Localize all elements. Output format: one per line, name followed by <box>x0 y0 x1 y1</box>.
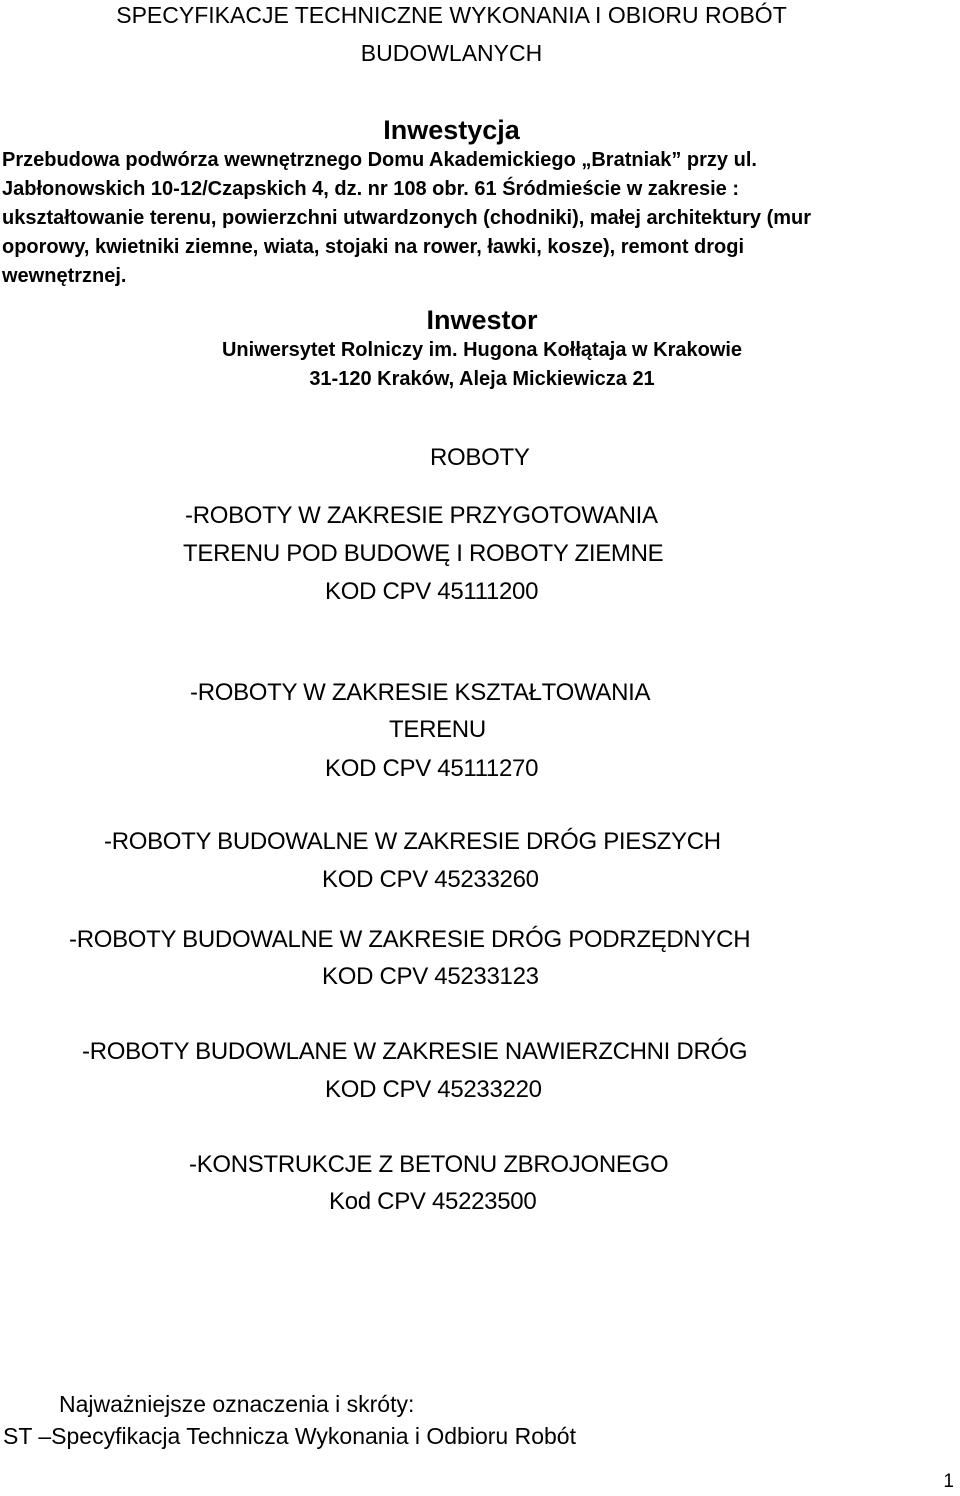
works-heading: ROBOTY <box>430 444 530 471</box>
spec-title-line-2: BUDOWLANYCH <box>360 40 543 66</box>
works-item-5-cpv: KOD CPV 45233220 <box>325 1076 542 1103</box>
page-number: 1 <box>943 1471 954 1492</box>
works-item-5-line-1: -ROBOTY BUDOWLANE W ZAKRESIE NAWIERZCHNI DRÓG <box>82 1038 748 1065</box>
abbreviations-heading: Najważniejsze oznaczenia i skróty: <box>59 1391 415 1417</box>
works-item-3-cpv: KOD CPV 45233260 <box>322 866 539 893</box>
works-item-1-line-1: -ROBOTY W ZAKRESIE PRZYGOTOWANIA <box>185 502 658 529</box>
investment-heading: Inwestycja <box>383 115 520 145</box>
investment-description-line-1: Przebudowa podwórza wewnętrznego Domu Akademickiego „Bratniak” przy ul. <box>2 149 757 171</box>
investor-heading: Inwestor <box>426 305 538 335</box>
investment-description-line-2: Jabłonowskich 10-12/Czapskich 4, dz. nr 108 obr. 61 Śródmieście w zakresie : <box>2 178 739 200</box>
investment-description-line-5: wewnętrznej. <box>2 265 127 287</box>
works-item-2-cpv: KOD CPV 45111270 <box>325 755 539 782</box>
works-item-2-line-2: TERENU <box>389 716 486 743</box>
works-item-1-line-2: TERENU POD BUDOWĘ I ROBOTY ZIEMNE <box>183 540 664 567</box>
investment-description-line-3: ukształtowanie terenu, powierzchni utwardzonych (chodniki), małej architektury (mur <box>2 207 812 229</box>
works-item-6-line-1: -KONSTRUKCJE Z BETONU ZBROJONEGO <box>189 1151 669 1178</box>
works-item-4-cpv: KOD CPV 45233123 <box>322 963 539 990</box>
works-item-4-line-1: -ROBOTY BUDOWALNE W ZAKRESIE DRÓG PODRZĘDNYCH <box>69 926 751 953</box>
abbreviation-st: ST –Specyfikacja Technicza Wykonania i Odbioru Robót <box>3 1423 576 1449</box>
works-item-1-cpv: KOD CPV 45111200 <box>325 578 539 605</box>
works-item-2-line-1: -ROBOTY W ZAKRESIE KSZTAŁTOWANIA <box>190 679 651 706</box>
spec-title-line-1: SPECYFIKACJE TECHNICZNE WYKONANIA I OBIORU ROBÓT <box>116 2 787 28</box>
works-item-3-line-1: -ROBOTY BUDOWALNE W ZAKRESIE DRÓG PIESZYCH <box>104 828 721 855</box>
investment-description-line-4: oporowy, kwietniki ziemne, wiata, stojaki na rower, ławki, kosze), remont drogi <box>2 236 745 258</box>
investor-address: 31-120 Kraków, Aleja Mickiewicza 21 <box>309 368 655 390</box>
investor-name: Uniwersytet Rolniczy im. Hugona Kołłątaja w Krakowie <box>221 339 743 361</box>
works-item-6-cpv: Kod CPV 45223500 <box>329 1188 537 1215</box>
